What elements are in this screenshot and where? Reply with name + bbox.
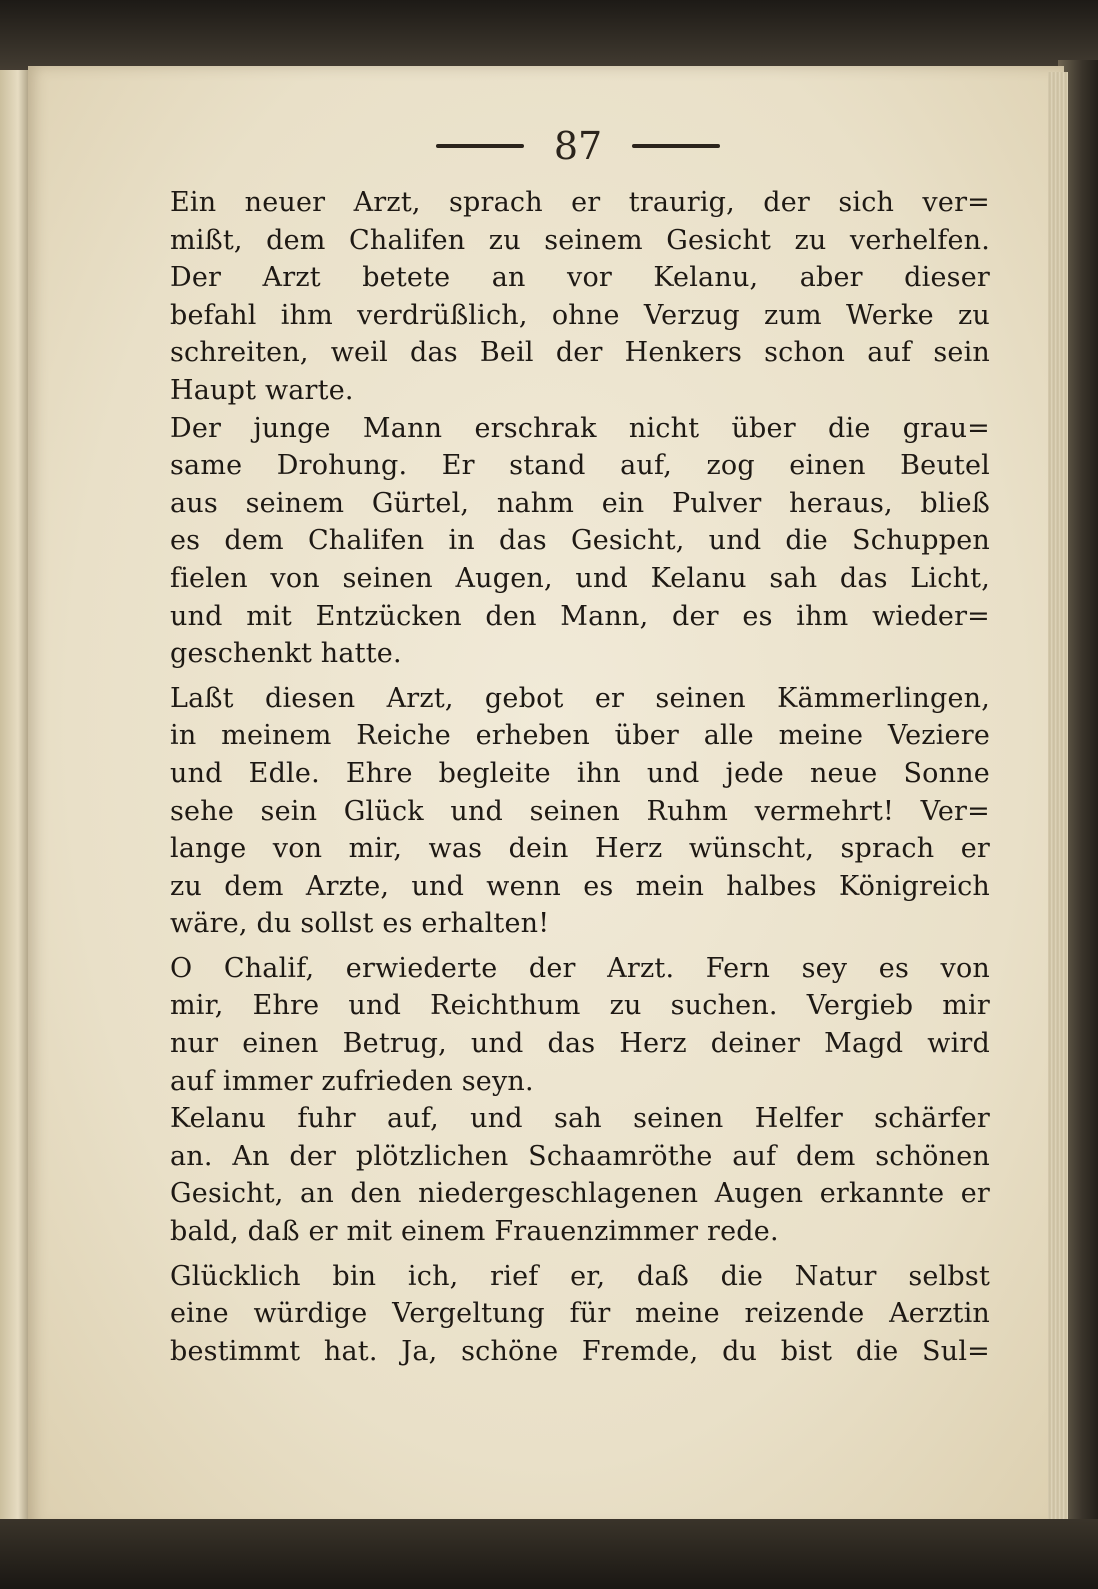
paragraph <box>170 1100 990 1250</box>
paragraph-gap <box>170 943 990 950</box>
text-line: in meinem Reiche erheben über alle meine Veziere <box>170 720 990 752</box>
paragraph-gap <box>170 673 990 680</box>
text-line: bald, daß er mit einem Frauenzimmer rede. <box>170 1216 779 1248</box>
page-edges <box>1048 72 1068 1522</box>
text-line: und Edle. Ehre begleite ihn und jede neue Sonne <box>170 757 990 789</box>
text-line: fielen von seinen Augen, und Kelanu sah das Licht, <box>170 562 990 594</box>
text-line: Haupt warte. <box>170 374 354 406</box>
header-rule-right <box>632 144 720 148</box>
paragraph <box>170 680 990 943</box>
text-line: an. An der plötzlichen Schaamröthe auf dem schönen <box>170 1140 990 1172</box>
page-number: 87 <box>553 124 603 168</box>
text-line: auf immer zufrieden seyn. <box>170 1065 534 1097</box>
paragraph <box>170 259 990 409</box>
text-line: bestimmt hat. Ja, schöne Fremde, du bist die Sul= <box>170 1335 990 1367</box>
text-line: Glücklich bin ich, rief er, daß die Natur selbst <box>170 1260 990 1292</box>
text-line: schreiten, weil das Beil der Henkers schon auf sein <box>170 337 990 369</box>
text-line: Gesicht, an den niedergeschlagenen Augen erkannte er <box>170 1178 990 1210</box>
text-line: lange von mir, was dein Herz wünscht, sprach er <box>170 833 990 865</box>
text-line: aus seinem Gürtel, nahm ein Pulver heraus, bließ <box>170 487 990 519</box>
page-header <box>408 124 748 168</box>
paragraph-gap <box>170 1251 990 1258</box>
paragraph <box>170 410 990 673</box>
book-page <box>28 66 1064 1528</box>
text-line: same Drohung. Er stand auf, zog einen Beutel <box>170 450 990 482</box>
text-line: Der junge Mann erschrak nicht über die grau= <box>170 412 990 444</box>
text-line: und mit Entzücken den Mann, der es ihm wieder= <box>170 600 990 632</box>
header-rule-left <box>436 144 524 148</box>
paragraph <box>170 184 990 259</box>
text-line: es dem Chalifen in das Gesicht, und die Schuppen <box>170 525 990 557</box>
paragraph <box>170 1258 990 1371</box>
text-line: mir, Ehre und Reichthum zu suchen. Vergieb mir <box>170 990 990 1022</box>
text-line: wäre, du sollst es erhalten! <box>170 908 550 940</box>
text-line: Laßt diesen Arzt, gebot er seinen Kämmerlingen, <box>170 682 990 714</box>
text-line: nur einen Betrug, und das Herz deiner Magd wird <box>170 1028 990 1060</box>
paragraph <box>170 950 990 1100</box>
text-line: Der Arzt betete an vor Kelanu, aber dieser <box>170 262 990 294</box>
text-line: sehe sein Glück und seinen Ruhm vermehrt! Ver= <box>170 795 990 827</box>
body-text <box>170 184 990 1370</box>
text-line: Kelanu fuhr auf, und sah seinen Helfer schärfer <box>170 1103 990 1135</box>
facing-page-edge <box>0 70 30 1520</box>
book-cover-bottom <box>0 1519 1098 1589</box>
text-line: Ein neuer Arzt, sprach er traurig, der sich ver= <box>170 187 990 218</box>
text-line: mißt, dem Chalifen zu seinem Gesicht zu verhelfen. <box>170 224 990 256</box>
text-line: geschenkt hatte. <box>170 638 402 670</box>
text-line: eine würdige Vergeltung für meine reizende Aerztin <box>170 1298 990 1330</box>
text-line: befahl ihm verdrüßlich, ohne Verzug zum Werke zu <box>170 299 990 331</box>
text-line: O Chalif, erwiederte der Arzt. Fern sey es von <box>170 952 990 984</box>
text-line: zu dem Arzte, und wenn es mein halbes Königreich <box>170 870 990 902</box>
